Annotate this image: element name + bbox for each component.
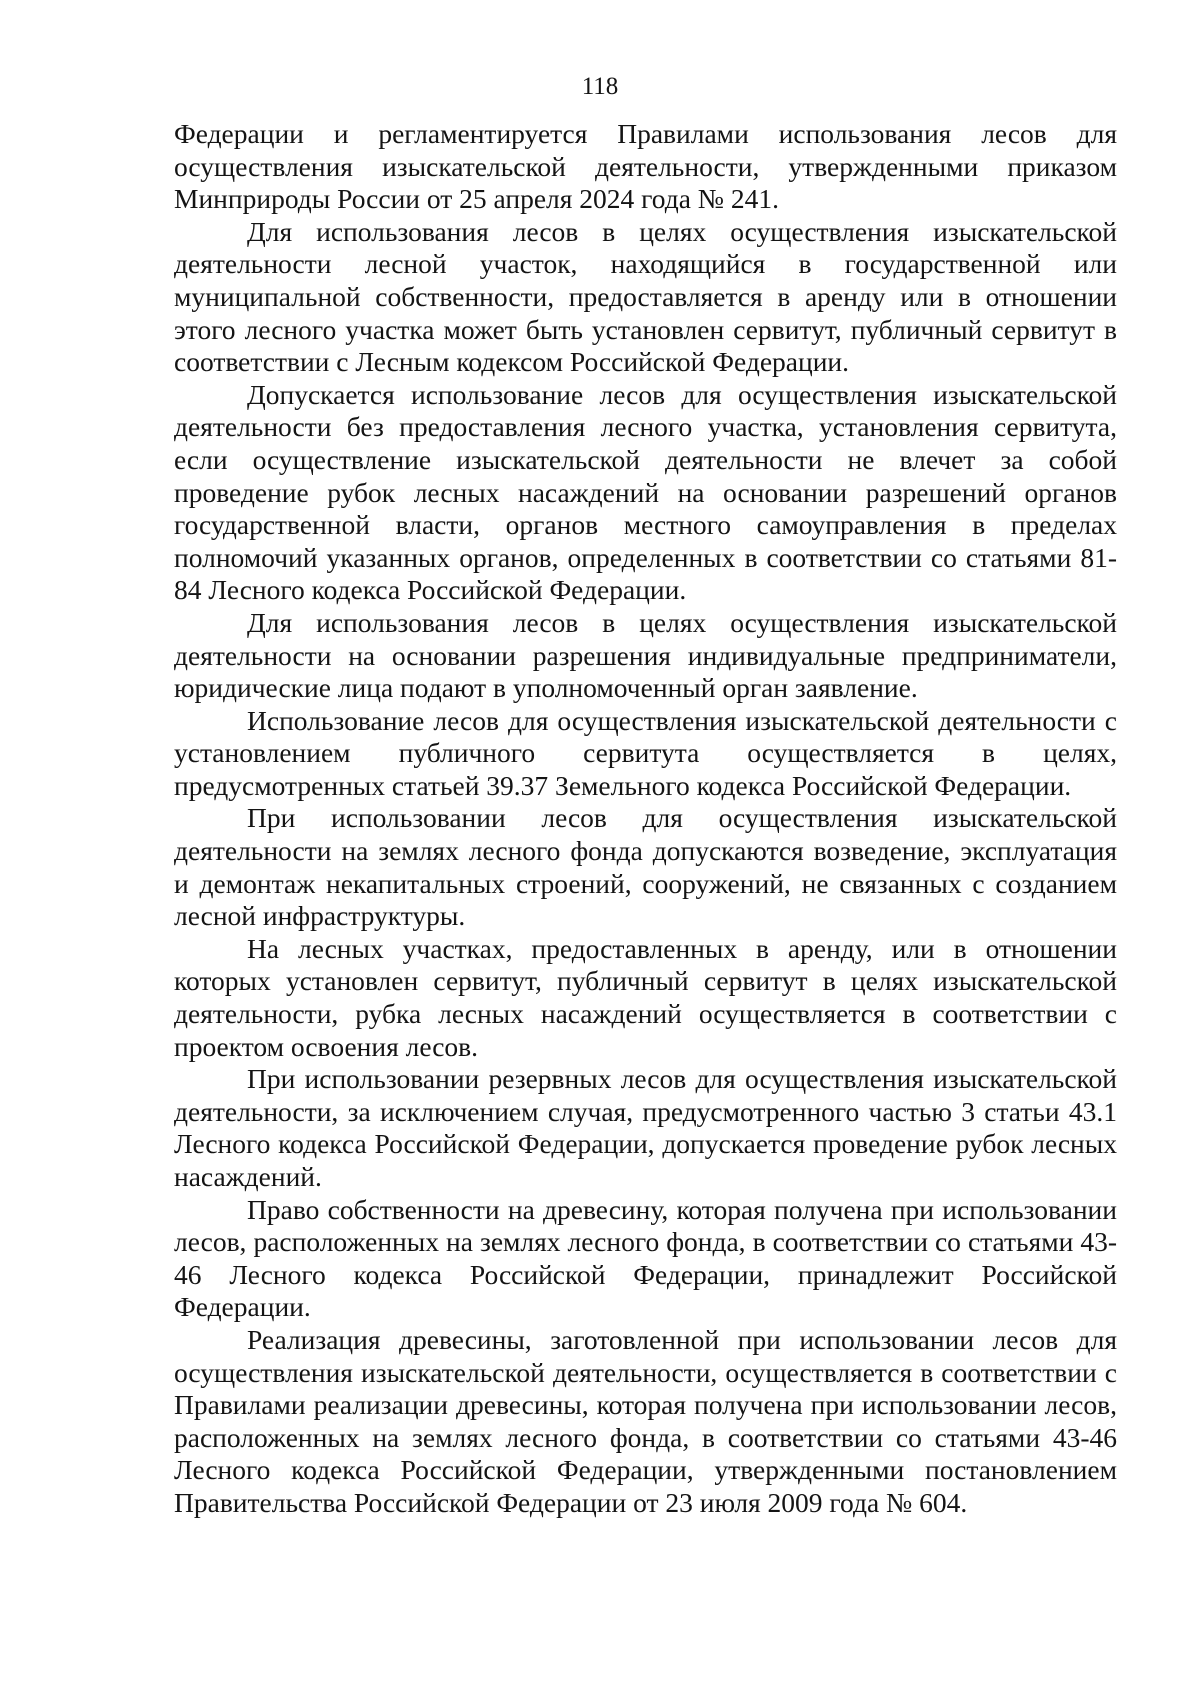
page-number: 118 — [581, 73, 619, 100]
paragraph-6: При использовании лесов для осуществления изыскательской деятельности на землях лесного фонда допускаются возведение, эксплуатация и демонтаж некапитальных строений, сооружений, не связанных с созданием лесной инфраструктуры. — [174, 802, 1117, 932]
paragraph-8: При использовании резервных лесов для осуществления изыскательской деятельности, за исключением случая, предусмотренного частью 3 статьи 43.1 Лесного кодекса Российской Федерации, допускается проведение рубок лесных насаждений. — [174, 1063, 1117, 1192]
paragraph-4: Для использования лесов в целях осуществления изыскательской деятельности на основании разрешения индивидуальные предприниматели, юридические лица подают в уполномоченный орган заявление. — [174, 606, 1117, 704]
paragraph-2: Для использования лесов в целях осуществления изыскательской деятельности лесной участок, находящийся в государственной или муниципальной собственности, предоставляется в аренду или в отношении этого лесного участка может быть установлен сервитут, публичный сервитут в соответствии с Лесным кодексом Российской Федерации. — [174, 215, 1117, 378]
paragraph-1: Федерации и регламентируется Правилами использования лесов для осуществления изыскательской деятельности, утвержденными приказом Минприроды России от 25 апреля 2024 года № 241. — [174, 118, 1117, 215]
paragraph-7: На лесных участках, предоставленных в аренду, или в отношении которых установлен сервитут, публичный сервитут в целях изыскательской деятельности, рубка лесных насаждений осуществляется в соответствии с проектом освоения лесов. — [174, 932, 1117, 1062]
paragraph-3: Допускается использование лесов для осуществления изыскательской деятельности без предоставления лесного участка, установления сервитута, если осуществление изыскательской деятельности не влечет за собой проведение рубок лесных насаждений на основании разрешений органов государственной власти, органов местного самоуправления в пределах полномочий указанных органов, определенных в соответствии со статьями 81-84 Лесного кодекса Российской Федерации. — [174, 378, 1117, 606]
paragraph-9: Право собственности на древесину, которая получена при использовании лесов, расположенных на землях лесного фонда, в соответствии со статьями 43-46 Лесного кодекса Российской Федерации, принадлежит Российской Федерации. — [174, 1193, 1117, 1323]
paragraph-10: Реализация древесины, заготовленной при использовании лесов для осуществления изыскательской деятельности, осуществляется в соответствии с Правилами реализации древесины, которая получена при использовании лесов, расположенных на землях лесного фонда, в соответствии со статьями 43-46 Лесного кодекса Российской Федерации, утвержденными постановлением Правительства Российской Федерации от 23 июля 2009 года № 604. — [174, 1323, 1117, 1518]
paragraph-5: Использование лесов для осуществления изыскательской деятельности с установлением публичного сервитута осуществляется в целях, предусмотренных статьей 39.37 Земельного кодекса Российской Федерации. — [174, 704, 1117, 801]
document-body — [174, 118, 1117, 1520]
